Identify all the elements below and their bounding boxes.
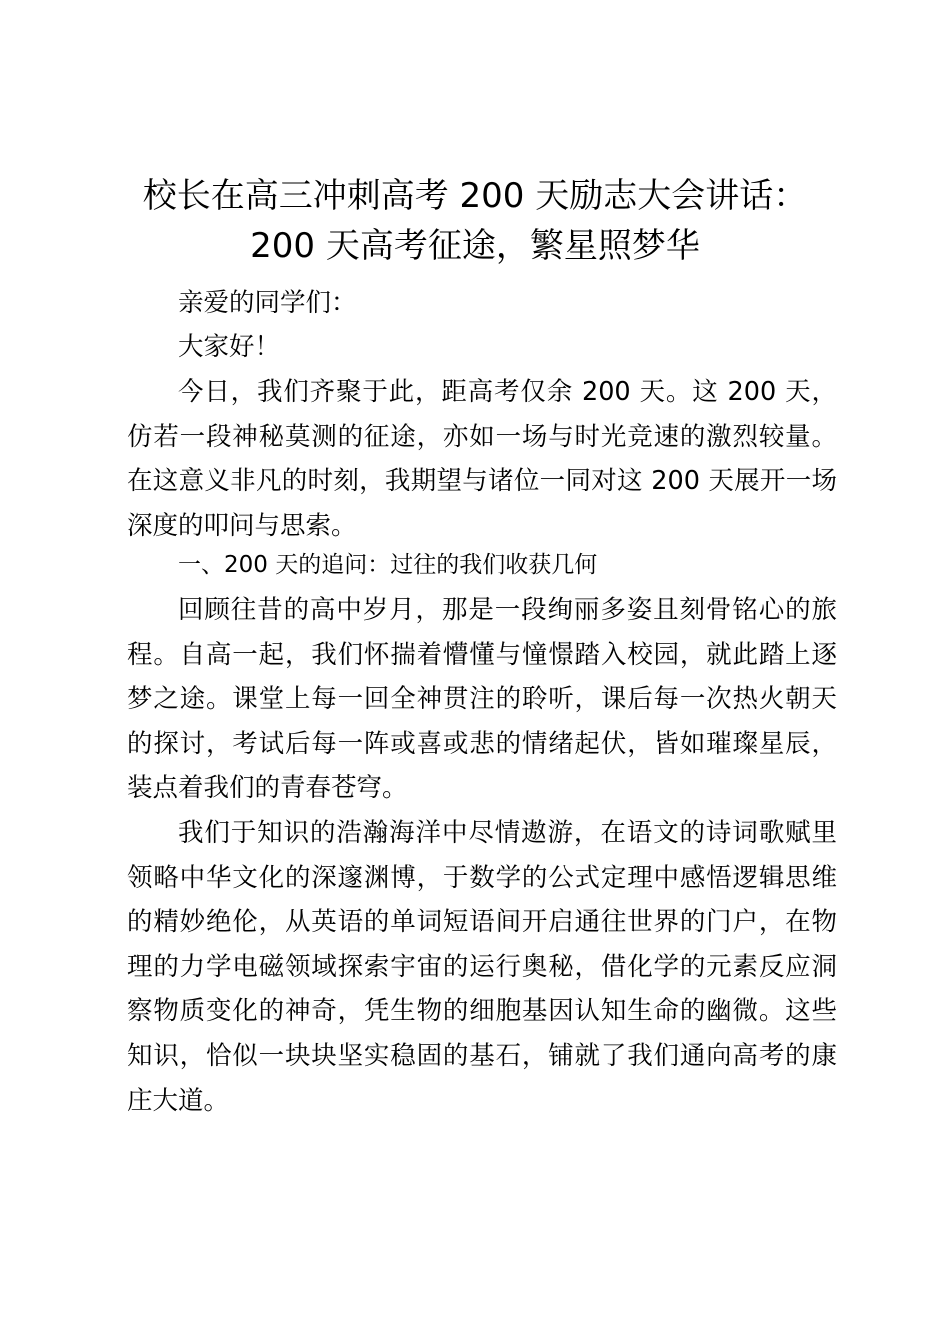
- salutation: 亲爱的同学们：: [178, 288, 357, 318]
- section-heading-1: 一、200 天的追问：过往的我们收获几何: [178, 552, 598, 578]
- paragraph-intro: 今日，我们齐聚于此，距高考仅余 200 天。这 200 天，仿若一段神秘莫测的征途，亦如一场与时光竞速的激烈较量。在这意义非凡的时刻，我期望与诸位一同对这 200 天展开一场深度的叩问与思索。: [127, 377, 837, 541]
- greeting: 大家好！: [178, 332, 281, 362]
- document-title-line-2: 200 天高考征途，繁星照梦华: [250, 226, 700, 266]
- paragraph-knowledge: 我们于知识的浩瀚海洋中尽情遨游，在语文的诗词歌赋里领略中华文化的深邃渊博，于数学的公式定理中感悟逻辑思维的精妙绝伦，从英语的单词短语间开启通往世界的门户，在物理的力学电磁领域探索宇宙的运行奥秘，借化学的元素反应洞察物质变化的神奇，凭生物的细胞基因认知生命的幽微。这些知识，恰似一块块坚实稳固的基石，铺就了我们通向高考的康庄大道。: [127, 818, 837, 1116]
- document-title-line-1: 校长在高三冲刺高考 200 天励志大会讲话：: [142, 176, 808, 216]
- paragraph-review: 回顾往昔的高中岁月，那是一段绚丽多姿且刻骨铭心的旅程。自高一起，我们怀揣着懵懂与憧憬踏入校园，就此踏上逐梦之途。课堂上每一回全神贯注的聆听，课后每一次热火朝天的探讨，考试后每一阵或喜或悲的情绪起伏，皆如璀璨星辰，装点着我们的青春苍穹。: [127, 595, 837, 804]
